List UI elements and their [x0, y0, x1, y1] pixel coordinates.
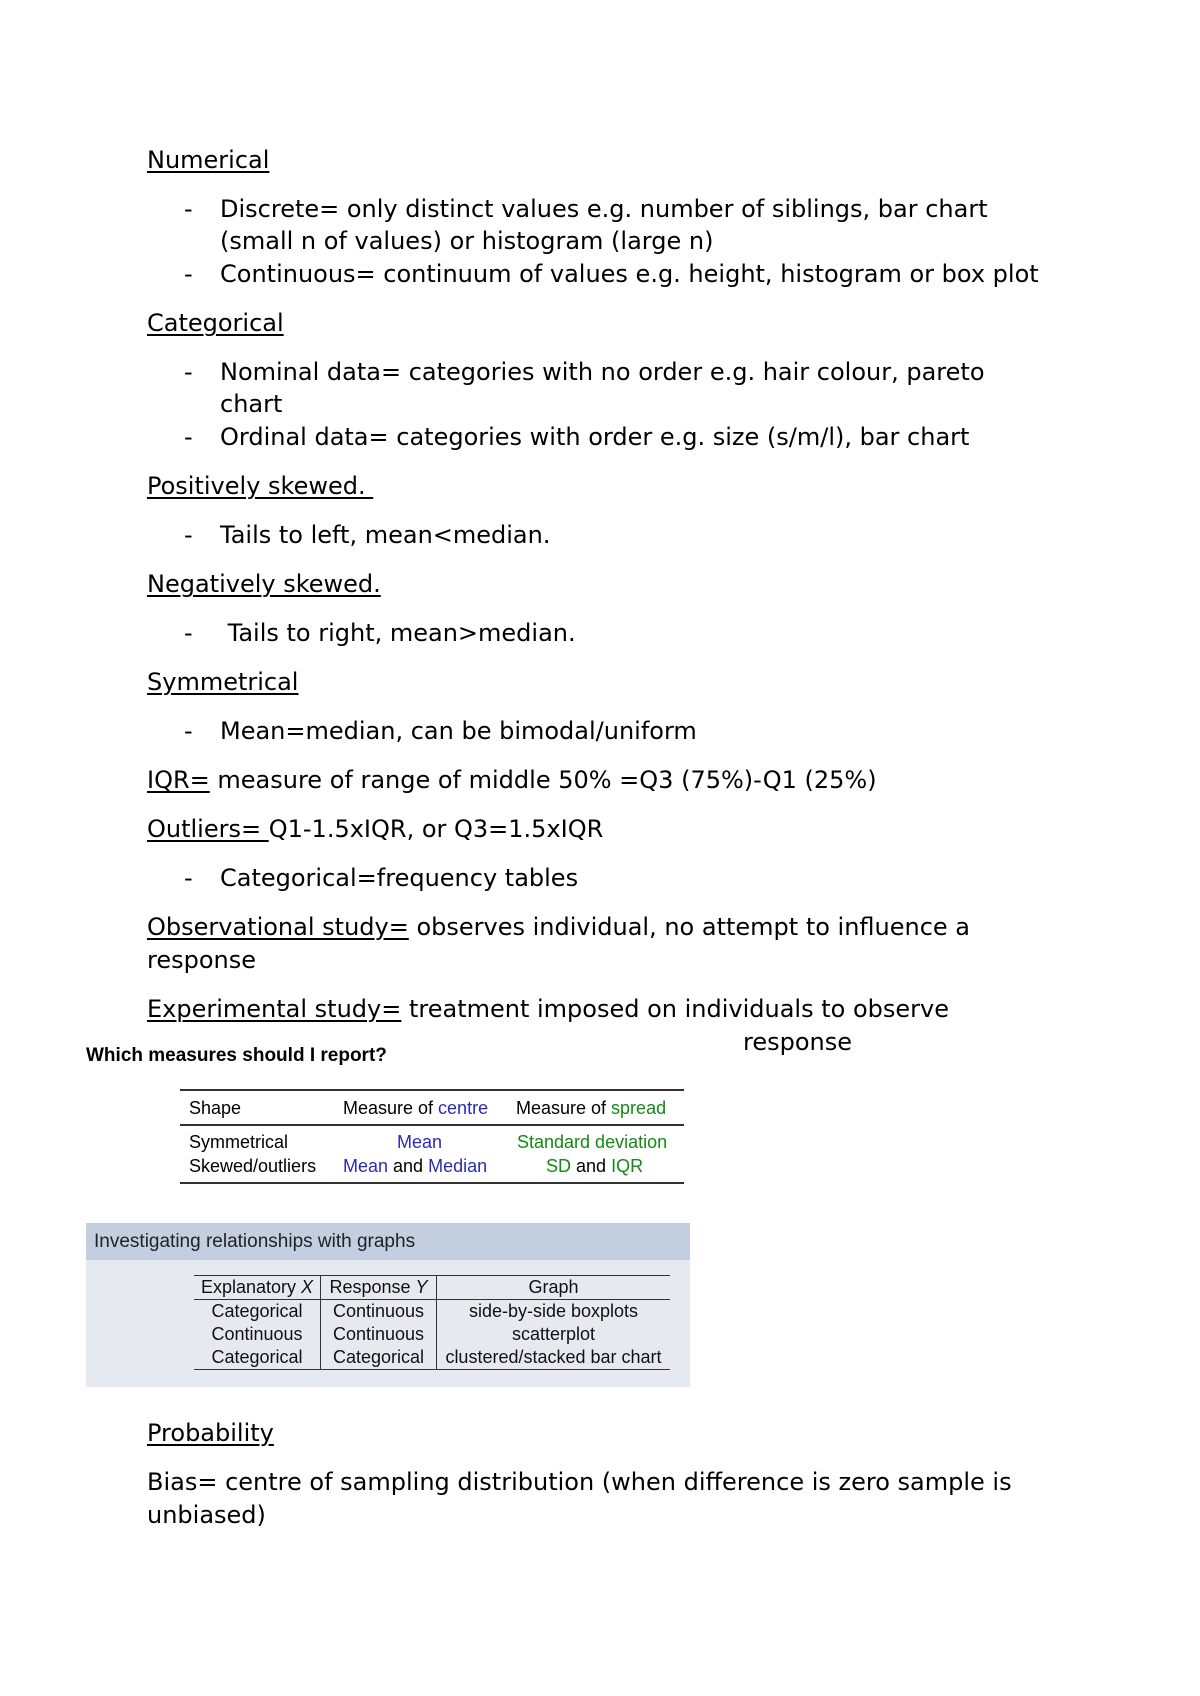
row-shape: Skewed/outliers	[189, 1156, 317, 1176]
table-bottom-rule	[180, 1182, 684, 1184]
table-row	[194, 1346, 670, 1370]
heading-probability: Probability	[147, 1419, 274, 1447]
experimental-line-2: response	[743, 1028, 853, 1056]
bullet-dash: -	[184, 619, 193, 647]
experimental-line-1	[147, 993, 949, 1025]
header-centre	[343, 1097, 488, 1119]
header-explanatory	[194, 1276, 321, 1300]
centre-and: and	[388, 1156, 429, 1176]
continuous-line: Continuous= continuum of values e.g. height, histogram or box plot	[220, 260, 1039, 288]
cell-graph: scatterplot	[511, 1324, 596, 1344]
observational-line-1	[147, 911, 970, 943]
table-row	[194, 1300, 670, 1324]
header-response-var: Y	[415, 1277, 428, 1297]
row-centre	[343, 1155, 487, 1177]
bullet-dash: -	[184, 864, 193, 892]
centre-median: Median	[428, 1156, 488, 1176]
heading-categorical: Categorical	[147, 309, 284, 337]
heading-positively-skewed: Positively skewed.	[147, 472, 374, 500]
iqr-label: IQR=	[147, 766, 210, 794]
bullet-dash: -	[184, 521, 193, 549]
header-response	[321, 1276, 437, 1300]
table-header-rule	[180, 1124, 684, 1126]
relationships-table-image	[86, 1223, 690, 1387]
row-spread: Standard deviation	[517, 1132, 668, 1152]
row-spread	[546, 1155, 643, 1177]
outliers-text: Q1-1.5xIQR, or Q3=1.5xIQR	[268, 815, 604, 843]
bullet-dash: -	[184, 358, 193, 386]
header-explanatory-text: Explanatory	[200, 1277, 302, 1297]
header-centre-word: centre	[438, 1098, 489, 1118]
cell-explanatory: Continuous	[194, 1323, 321, 1346]
table-row	[194, 1323, 670, 1346]
header-graph: Graph	[437, 1276, 671, 1300]
centre-mean: Mean	[343, 1156, 389, 1176]
row-shape: Symmetrical	[189, 1132, 289, 1152]
spread-and: and	[571, 1156, 612, 1176]
header-shape: Shape	[189, 1098, 242, 1118]
experimental-text: treatment imposed on individuals to observe	[401, 995, 949, 1023]
negative-skew-item: Tails to right, mean>median.	[220, 619, 576, 647]
table-top-rule	[180, 1089, 684, 1091]
experimental-label: Experimental study=	[147, 995, 402, 1023]
header-response-text: Response	[329, 1277, 416, 1297]
iqr-line	[147, 764, 877, 796]
discrete-line-2: (small n of values) or histogram (large n)	[220, 227, 714, 255]
cell-explanatory: Categorical	[194, 1300, 321, 1324]
symmetrical-item: Mean=median, can be bimodal/uniform	[220, 717, 697, 745]
relationships-table	[194, 1275, 670, 1370]
header-spread-word: spread	[611, 1098, 667, 1118]
cell-explanatory: Categorical	[194, 1346, 321, 1370]
bullet-dash: -	[184, 260, 193, 288]
bias-line-1: Bias= centre of sampling distribution (when difference is zero sample is	[147, 1468, 1012, 1496]
bullet-dash: -	[184, 195, 193, 223]
observational-line-2: response	[147, 946, 257, 974]
cell-graph: side-by-side boxplots	[468, 1301, 639, 1321]
measures-table-title: Which measures should I report?	[86, 1045, 387, 1066]
measures-table-image	[86, 1044, 696, 1204]
outliers-item: Categorical=frequency tables	[220, 864, 579, 892]
nominal-line-2: chart	[220, 390, 283, 418]
observational-text: observes individual, no attempt to influence a	[408, 913, 971, 941]
header-spread	[516, 1097, 666, 1119]
relationships-table-title: Investigating relationships with graphs	[94, 1231, 416, 1252]
cell-response: Categorical	[321, 1346, 437, 1370]
nominal-line-1: Nominal data= categories with no order e.g. hair colour, pareto	[220, 358, 985, 386]
discrete-line-1: Discrete= only distinct values e.g. number of siblings, bar chart	[220, 195, 988, 223]
bullet-dash: -	[184, 423, 193, 451]
bias-line-2: unbiased)	[147, 1501, 266, 1529]
heading-negatively-skewed: Negatively skewed.	[147, 570, 381, 598]
cell-graph: clustered/stacked bar chart	[437, 1346, 671, 1370]
ordinal-line: Ordinal data= categories with order e.g. size (s/m/l), bar chart	[220, 423, 970, 451]
spread-sd: SD	[546, 1156, 572, 1176]
positive-skew-item: Tails to left, mean<median.	[220, 521, 551, 549]
heading-numerical: Numerical	[147, 146, 270, 174]
row-centre: Mean	[397, 1132, 443, 1152]
header-explanatory-var: X	[301, 1277, 314, 1297]
heading-symmetrical: Symmetrical	[147, 668, 299, 696]
spread-iqr: IQR	[611, 1156, 644, 1176]
header-centre-prefix: Measure of	[343, 1098, 439, 1118]
iqr-text: measure of range of middle 50% =Q3 (75%)-Q1 (25%)	[209, 766, 877, 794]
outliers-label: Outliers=	[147, 815, 269, 843]
cell-response: Continuous	[321, 1300, 437, 1324]
cell-response: Continuous	[321, 1323, 437, 1346]
outliers-line	[147, 813, 603, 845]
observational-label: Observational study=	[147, 913, 409, 941]
bullet-dash: -	[184, 717, 193, 745]
header-spread-prefix: Measure of	[516, 1098, 612, 1118]
